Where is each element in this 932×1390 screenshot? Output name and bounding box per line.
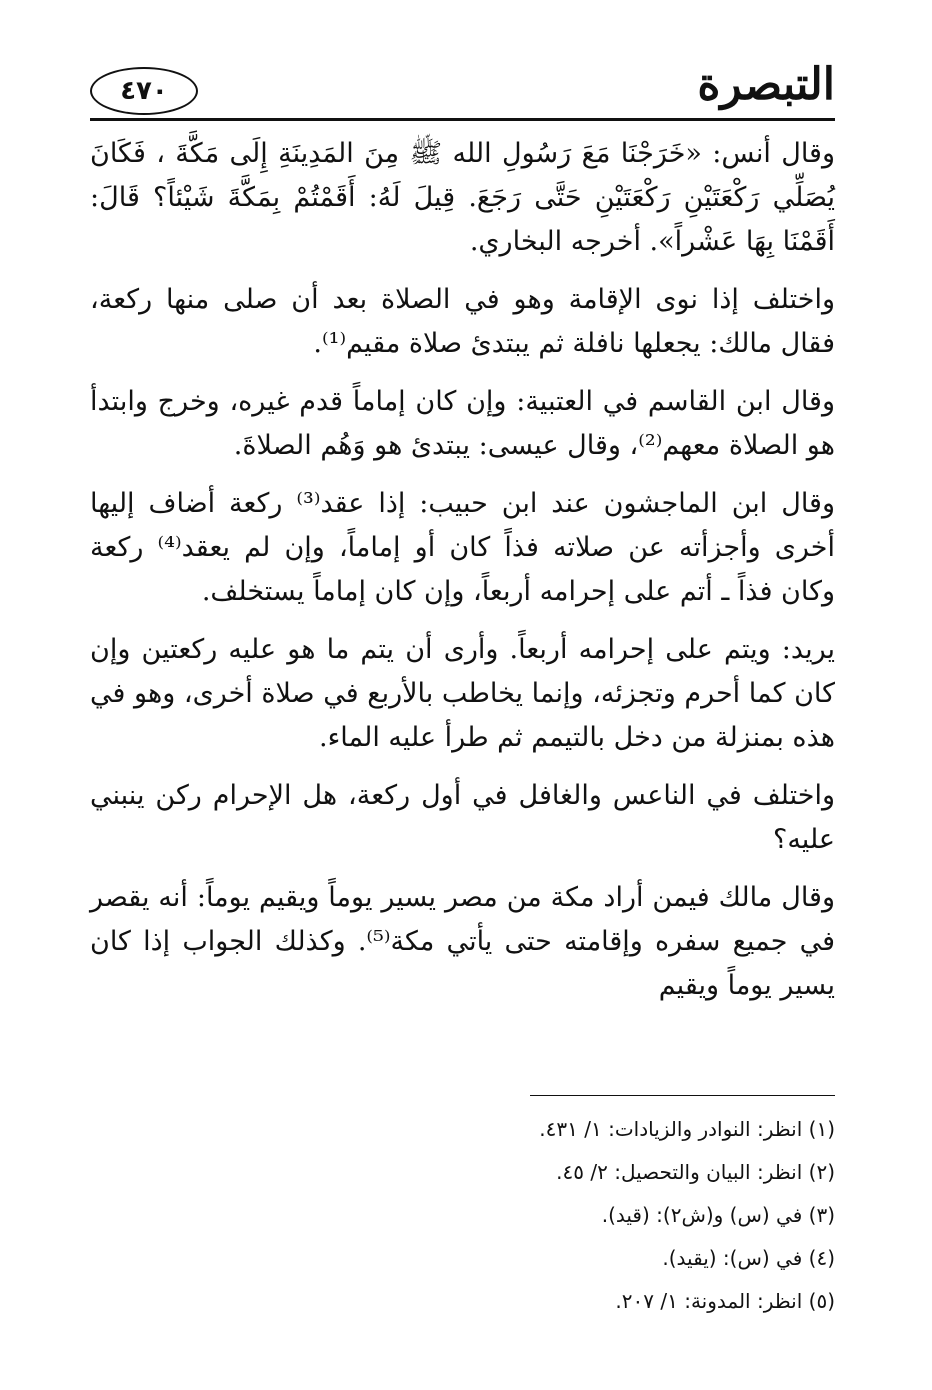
footnote: (٥) انظر: المدونة: ١/ ٢٠٧. xyxy=(615,1289,835,1313)
page-number: ٤٧٠ xyxy=(120,76,168,106)
paragraph: وقال مالك فيمن أراد مكة من مصر يسير يوماً ويقيم يوماً: أنه يقصر في جميع سفره وإقامته حتى يأتي مكة⁽⁵⁾. وكذلك الجواب إذا كان يسير يوماً ويقيم xyxy=(90,882,835,1001)
paragraph: واختلف في الناعس والغافل في أول ركعة، هل الإحرام ركن ينبني عليه؟ xyxy=(90,780,835,855)
footnote: (٢) انظر: البيان والتحصيل: ٢/ ٤٥. xyxy=(556,1160,835,1184)
header-rule xyxy=(90,118,835,121)
paragraph: وقال ابن الماجشون عند ابن حبيب: إذا عقد⁽³⁾ ركعة أضاف إليها أخرى وأجزأته عن صلاته فذاً كان أو إماماً، وإن لم يعقد⁽⁴⁾ ركعة وكان فذاً ـ أتم على إحرامه أربعاً، وإن كان إماماً يستخلف. xyxy=(90,488,835,607)
footnote: (١) انظر: النوادر والزيادات: ١/ ٤٣١. xyxy=(539,1117,835,1141)
page-header xyxy=(90,55,835,125)
paragraph: يريد: ويتم على إحرامه أربعاً. وأرى أن يتم ما هو عليه ركعتين وإن كان كما أحرم وتجزئه، وإنما يخاطب بالأربع في صلاة أخرى، وهو في هذه بمنزلة من دخل بالتيمم ثم طرأ عليه الماء. xyxy=(90,634,835,753)
page-number-badge xyxy=(90,67,200,117)
footnotes xyxy=(90,1108,835,1323)
paragraph: وقال ابن القاسم في العتبية: وإن كان إماماً قدم غيره، وخرج وابتدأ هو الصلاة معهم⁽²⁾، وقال عيسى: يبتدئ هو وَهُم الصلاةَ. xyxy=(90,386,835,461)
book-title: التبصرة xyxy=(697,59,835,110)
paragraph: واختلف إذا نوى الإقامة وهو في الصلاة بعد أن صلى منها ركعة، فقال مالك: يجعلها نافلة ثم يبتدئ صلاة مقيم⁽¹⁾. xyxy=(90,284,835,359)
main-text xyxy=(90,132,835,1008)
footnote-separator xyxy=(530,1095,835,1096)
footnote: (٣) في (س) و(ش٢): (قيد). xyxy=(601,1203,835,1227)
paragraph: وقال أنس: «خَرَجْنَا مَعَ رَسُولِ الله ﷺ مِنَ المَدِينَةِ إِلَى مَكَّةَ ، فَكَانَ يُصَلِّي رَكْعَتَيْنِ رَكْعَتَيْنِ حَتَّى رَجَعَ. قِيلَ لَهُ: أَقَمْتُمْ بِمَكَّةَ شَيْئاً؟ قَالَ: أَقَمْنَا بِهَا عَشْراً». أخرجه البخاري. xyxy=(90,138,835,257)
footnote: (٤) في (س): (يقيد). xyxy=(662,1246,835,1270)
